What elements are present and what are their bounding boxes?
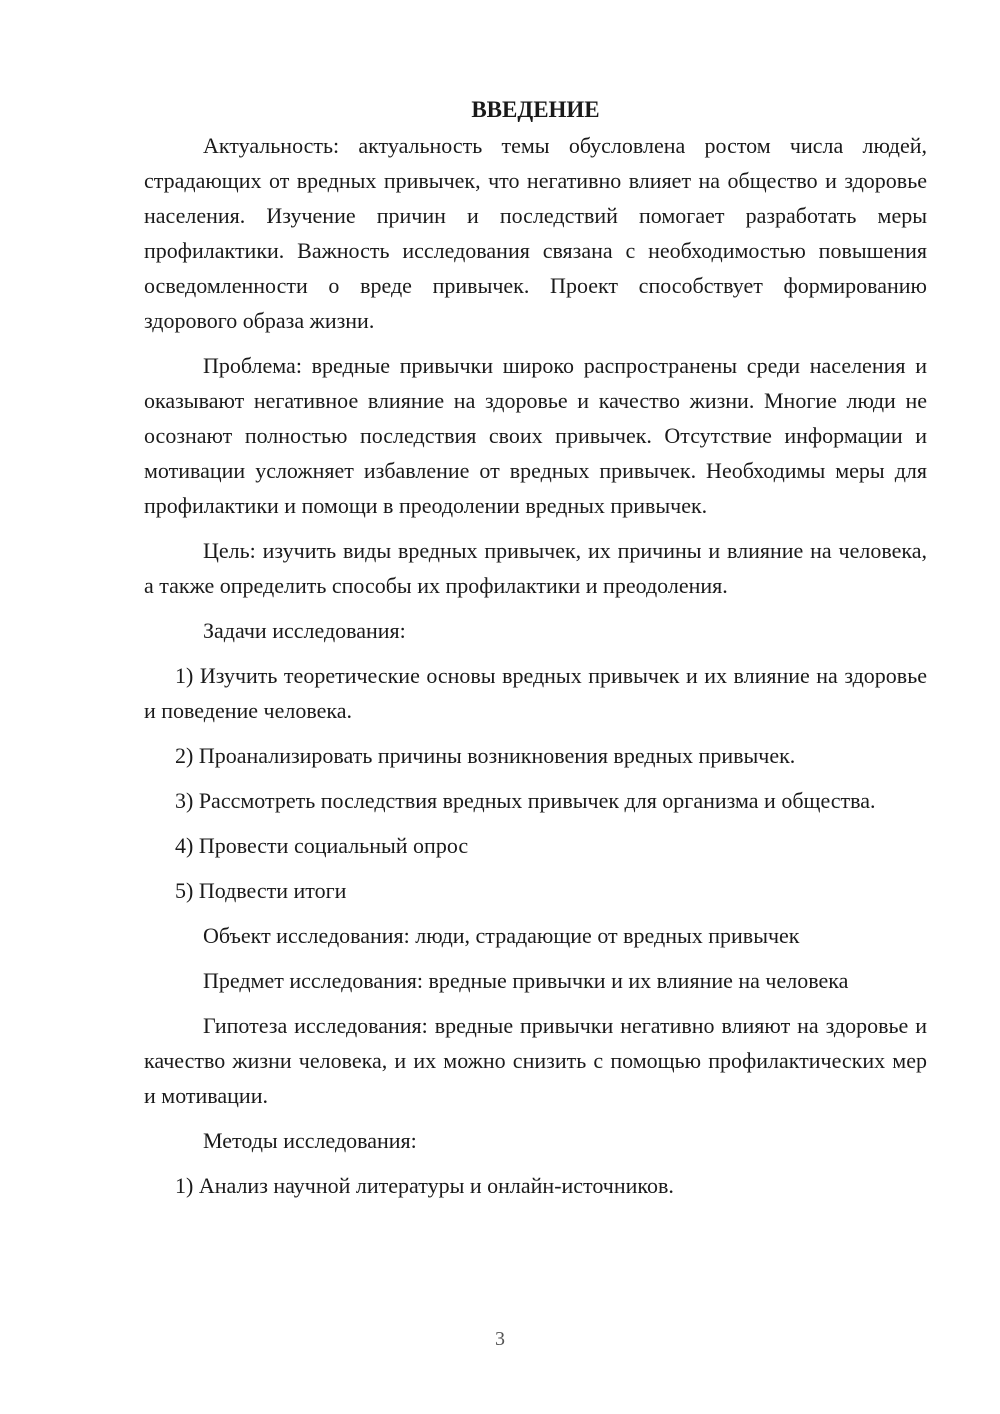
methods-heading: Методы исследования: [203, 1128, 417, 1153]
task-item: 3) Рассмотреть последствия вредных привычек для организма и общества. [175, 788, 876, 813]
document-page [144, 92, 927, 1213]
method-item: 1) Анализ научной литературы и онлайн-источников. [175, 1173, 674, 1198]
paragraph-hypothesis: Гипотеза исследования: вредные привычки негативно влияют на здоровье и качество жизни человека, и их можно снизить с помощью профилактических мер и мотивации. [144, 1013, 927, 1108]
task-item: 1) Изучить теоретические основы вредных привычек и их влияние на здоровье и поведение человека. [144, 663, 927, 723]
tasks-heading: Задачи исследования: [203, 618, 406, 643]
task-item: 4) Провести социальный опрос [175, 833, 469, 858]
task-item: 2) Проанализировать причины возникновения вредных привычек. [175, 743, 796, 768]
paragraph-object: Объект исследования: люди, страдающие от вредных привычек [203, 923, 800, 948]
paragraph-relevance: Актуальность: актуальность темы обусловлена ростом числа людей, страдающих от вредных привычек, что негативно влияет на общество и здоровье населения. Изучение причин и последствий помогает разработать меры профилактики. Важность исследования связана с необходимостью повышения осведомленности о вреде привычек. Проект способствует формированию здорового образа жизни. [144, 133, 927, 333]
paragraph-goal: Цель: изучить виды вредных привычек, их причины и влияние на человека, а также определить способы их профилактики и преодоления. [144, 538, 927, 598]
paragraph-subject: Предмет исследования: вредные привычки и их влияние на человека [203, 968, 849, 993]
page-number: 3 [495, 1328, 505, 1350]
section-title: ВВЕДЕНИЕ [471, 97, 600, 122]
paragraph-problem: Проблема: вредные привычки широко распространены среди населения и оказывают негативное влияние на здоровье и качество жизни. Многие люди не осознают полностью последствия своих привычек. Отсутствие информации и мотивации усложняет избавление от вредных привычек. Необходимы меры для профилактики и помощи в преодолении вредных привычек. [144, 353, 927, 518]
task-item: 5) Подвести итоги [175, 878, 347, 903]
